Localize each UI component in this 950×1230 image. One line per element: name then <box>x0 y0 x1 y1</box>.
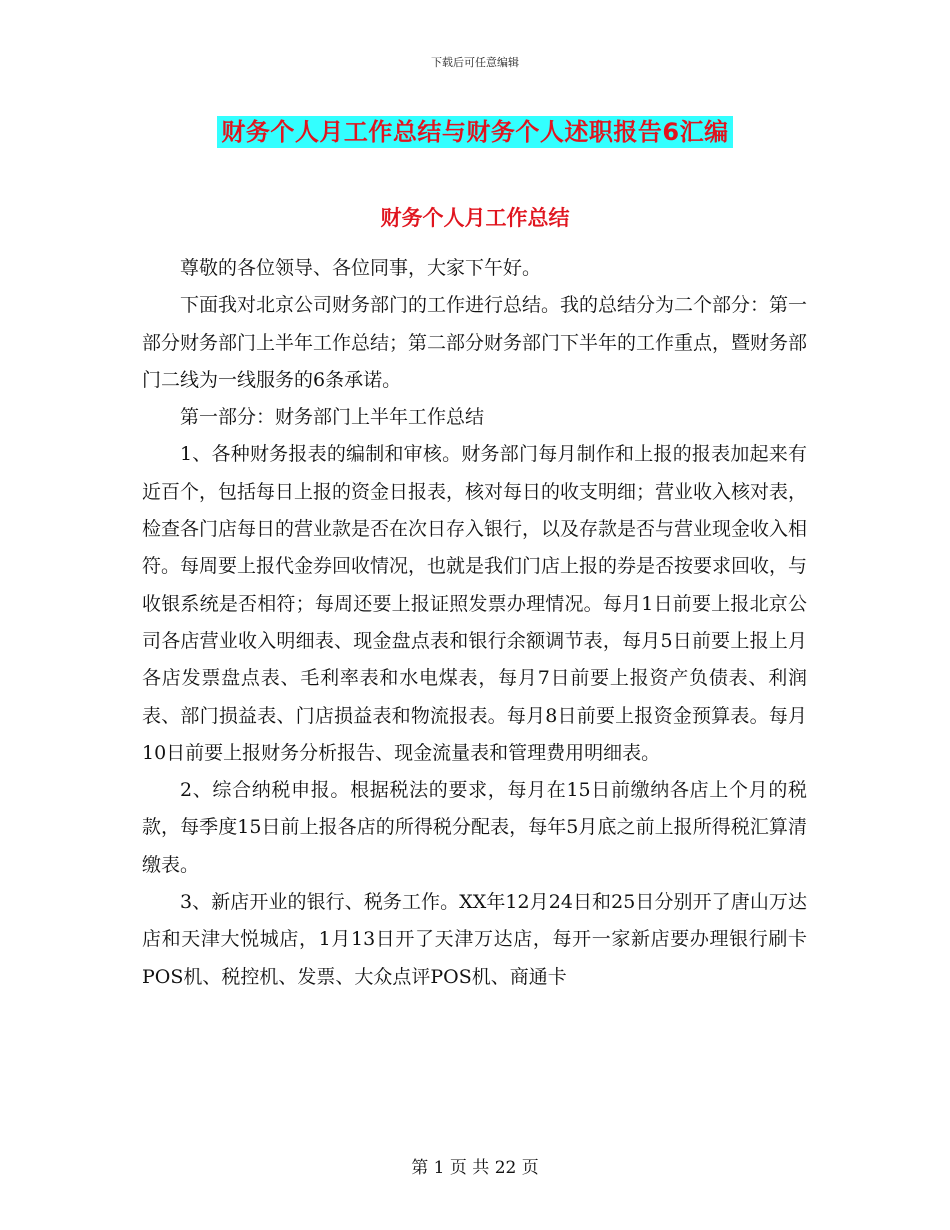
paragraph-part-one-heading: 第一部分：财务部门上半年工作总结 <box>180 406 485 429</box>
section-title: 财务个人月工作总结 <box>380 206 570 230</box>
paragraph-item-3: 3、新店开业的银行、税务工作。XX年12月24日和25日分别开了唐山万达店和天津大悦城店，1月13日开了天津万达店，每开一家新店要办理银行刷卡POS机、税控机、发票、大众点评POS机、商通卡 <box>142 891 807 988</box>
paragraph-intro: 下面我对北京公司财务部门的工作进行总结。我的总结分为二个部分：第一部分财务部门上半年工作总结；第二部分财务部门下半年的工作重点，暨财务部门二线为一线服务的6条承诺。 <box>142 294 808 391</box>
header-note: 下载后可任意编辑 <box>431 56 519 69</box>
paragraph-greeting: 尊敬的各位领导、各位同事，大家下午好。 <box>180 257 542 279</box>
document-body <box>142 250 807 996</box>
document-title <box>0 112 950 147</box>
paragraph-item-1: 1、各种财务报表的编制和审核。财务部门每月制作和上报的报表加起来有近百个，包括每日上报的资金日报表，核对每日的收支明细；营业收入核对表，检查各门店每日的营业款是否在次日存入银行，以及存款是否与营业现金收入相符。每周要上报代金券回收情况，也就是我们门店上报的券是否按要求回收，与收银系统是否相符；每周还要上报证照发票办理情况。每月1日前要上报北京公司各店营业收入明细表、现金盘点表和银行余额调节表，每月5日前要上报上月各店发票盘点表、毛利率表和水电煤表，每月7日前要上报资产负债表、利润表、部门损益表、门店损益表和物流报表。每月8日前要上报资金预算表。每月10日前要上报财务分析报告、现金流量表和管理费用明细表。 <box>142 443 808 764</box>
page-footer: 第 1 页 共 22 页 <box>411 1158 539 1178</box>
document-title-text: 财务个人月工作总结与财务个人述职报告6汇编 <box>217 116 732 148</box>
paragraph-item-2: 2、综合纳税申报。根据税法的要求，每月在15日前缴纳各店上个月的税款，每季度15日前上报各店的所得税分配表，每年5月底之前上报所得税汇算清缴表。 <box>142 779 807 876</box>
